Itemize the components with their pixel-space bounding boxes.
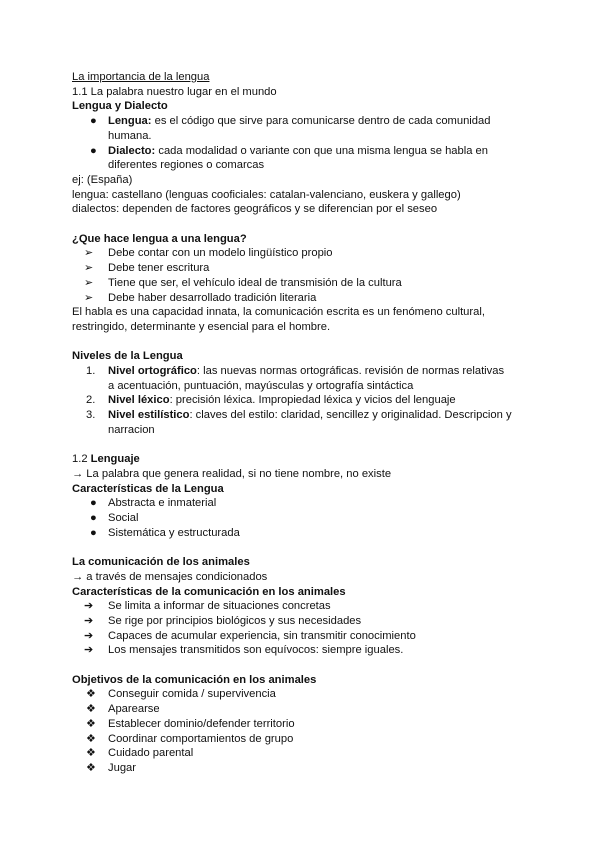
bullet-icon: ● <box>90 115 97 128</box>
def-dialecto: cada modalidad o variante con que una misma lengua se habla en diferentes regiones o comarcas <box>108 144 488 172</box>
list-item <box>72 144 552 173</box>
list-number: 3. <box>86 409 96 422</box>
heading-objetivos: Objetivos de la comunicación en los animales <box>72 673 317 686</box>
diamond-icon: ❖ <box>86 747 96 760</box>
heading-que-hace: ¿Que hace lengua a una lengua? <box>72 232 247 245</box>
section-1-1: 1.1 La palabra nuestro lugar en el mundo <box>72 85 277 98</box>
list-item: ➢ Tiene que ser, el vehículo ideal de transmisión de la cultura <box>84 276 402 289</box>
list-item: ❖ Conseguir comida / supervivencia <box>86 688 276 701</box>
list-item: 2. Nivel léxico: precisión léxica. Impropiedad léxica y vicios del lenguaje <box>86 394 456 407</box>
list-item: ➢ Debe contar con un modelo lingüístico propio <box>84 247 333 260</box>
list-item: ➔ Se limita a informar de situaciones concretas <box>84 600 331 613</box>
list-number: 1. <box>86 365 96 378</box>
heading-caract-lengua: Características de la Lengua <box>72 482 224 495</box>
list-item: ● Abstracta e inmaterial <box>90 497 217 510</box>
list-item: ❖ Establecer dominio/defender territorio <box>86 717 295 730</box>
heading-lengua-dialecto: Lengua y Dialecto <box>72 100 168 113</box>
bullet-icon: ● <box>90 497 97 510</box>
def-lengua: es el código que sirve para comunicarse dentro de cada comunidad humana. <box>108 115 491 142</box>
arrowhead-icon: ➢ <box>84 262 94 275</box>
doc-title: La importancia de la lengua <box>72 71 210 83</box>
arrowhead-icon: ➢ <box>84 276 94 289</box>
list-item: 1. Nivel ortográfico: las nuevas normas ortográficas. revisión de normas relativas a acentuación, puntuación, mayúsculas y ortografía sintáctica <box>86 365 505 392</box>
arrowhead-icon: ➢ <box>84 247 94 260</box>
example-line: ej: (España) <box>72 173 133 186</box>
list-item: ❖ Cuidado parental <box>86 747 194 760</box>
bullet-icon: ● <box>90 526 97 539</box>
diamond-icon: ❖ <box>86 703 96 716</box>
heading-niveles: Niveles de la Lengua <box>72 350 183 363</box>
diamond-icon: ❖ <box>86 688 96 701</box>
diamond-icon: ❖ <box>86 732 96 745</box>
list-item: ● Social <box>90 512 139 525</box>
diamond-icon: ❖ <box>86 761 96 774</box>
document-page <box>72 70 552 776</box>
list-item: ➔ Capaces de acumular experiencia, sin transmitir conocimiento <box>84 629 416 642</box>
bullet-icon: ● <box>90 144 97 157</box>
arrow-right-icon: ➔ <box>84 614 94 627</box>
list-item: ● Sistemática y estructurada <box>90 526 240 539</box>
heading-caract-com: Características de la comunicación en los animales <box>72 585 346 598</box>
mensajes-line: → a través de mensajes condicionados <box>72 570 268 583</box>
term-dialecto: Dialecto: <box>108 144 156 157</box>
list-item: ❖ Aparearse <box>86 703 160 716</box>
list-item: ❖ Coordinar comportamientos de grupo <box>86 732 294 745</box>
arrow-right-icon: ➔ <box>84 600 94 613</box>
list-item: ➔ Los mensajes transmitidos son equívocos: siempre iguales. <box>84 644 404 657</box>
dialectos-line: dialectos: dependen de factores geográficos y se diferencian por el seseo <box>72 203 438 216</box>
lengua-line: lengua: castellano (lenguas cooficiales: catalan-valenciano, euskera y gallego) <box>72 188 461 201</box>
habla-paragraph: El habla es una capacidad innata, la comunicación escrita es un fenómeno cultural, restringido, determinante y esencial para el hombre. <box>72 306 485 333</box>
section-1-2: 1.2 Lenguaje <box>72 453 140 466</box>
list-item: ➢ Debe haber desarrollado tradición literaria <box>84 291 317 304</box>
bullet-icon: ● <box>90 512 97 525</box>
list-number: 2. <box>86 394 96 407</box>
palabra-line: → La palabra que genera realidad, si no tiene nombre, no existe <box>72 467 392 480</box>
arrowhead-icon: ➢ <box>84 291 94 304</box>
list-item: ➔ Se rige por principios biológicos y sus necesidades <box>84 614 362 627</box>
list-item: ❖ Jugar <box>86 761 136 774</box>
list-item <box>72 114 552 143</box>
list-item: ➢ Debe tener escritura <box>84 262 210 275</box>
heading-com-animales: La comunicación de los animales <box>72 556 250 569</box>
diamond-icon: ❖ <box>86 717 96 730</box>
arrow-right-icon: ➔ <box>84 629 94 642</box>
list-item: 3. Nivel estilístico: claves del estilo: claridad, sencillez y originalidad. Descripcion y narracion <box>86 409 512 436</box>
term-lengua: Lengua: <box>108 115 152 128</box>
arrow-right-icon: ➔ <box>84 644 94 657</box>
